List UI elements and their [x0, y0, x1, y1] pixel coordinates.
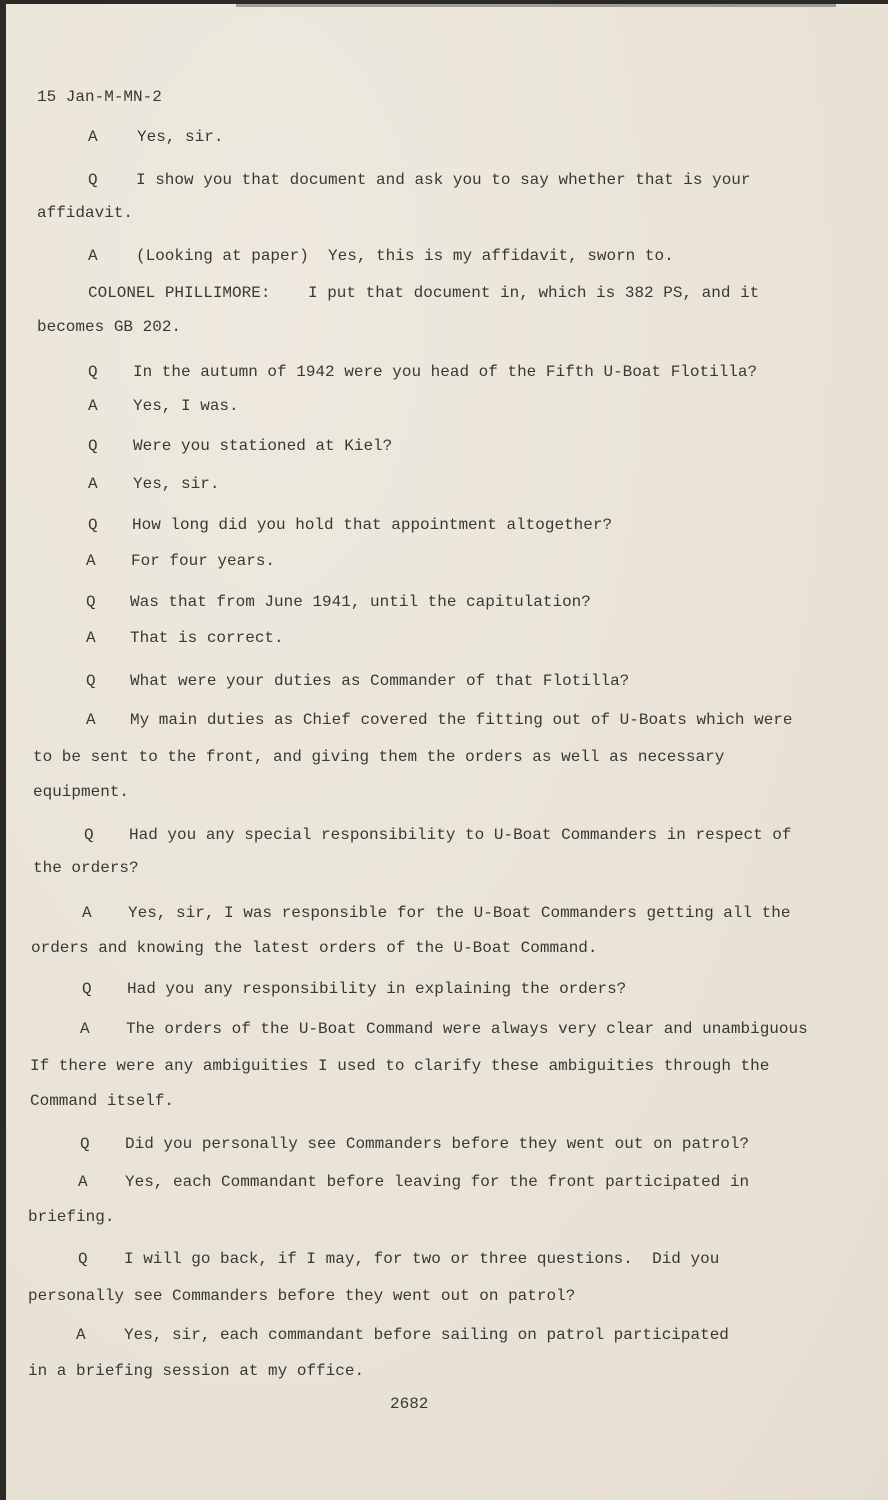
transcript-line: For four years. [131, 552, 276, 570]
transcript-line: I put that document in, which is 382 PS, and it [308, 284, 760, 302]
transcript-line: Yes, sir, each commandant before sailing on patrol participated [124, 1326, 729, 1344]
document-header: 15 Jan-M-MN-2 [37, 88, 162, 106]
qa-marker: Q [80, 1135, 90, 1153]
transcript-line: I will go back, if I may, for two or three questions. Did you [124, 1250, 720, 1268]
transcript-line: In the autumn of 1942 were you head of the Fifth U-Boat Flotilla? [133, 363, 758, 381]
transcript-line-continuation: orders and knowing the latest orders of the U-Boat Command. [31, 939, 598, 957]
transcript-line-continuation: Command itself. [30, 1092, 175, 1110]
transcript-line: Was that from June 1941, until the capitulation? [130, 593, 591, 611]
transcript-line: Had you any responsibility in explaining the orders? [127, 980, 627, 998]
qa-marker: A [86, 629, 96, 647]
transcript-line: Yes, sir. [133, 475, 220, 493]
transcript-line-continuation: becomes GB 202. [37, 318, 182, 336]
transcript-line-continuation: the orders? [33, 859, 139, 877]
qa-marker: Q [78, 1250, 88, 1268]
transcript-line: Did you personally see Commanders before they went out on patrol? [125, 1135, 750, 1153]
transcript-line-continuation: If there were any ambiguities I used to clarify these ambiguities through the [30, 1057, 770, 1075]
transcript-line: My main duties as Chief covered the fitting out of U-Boats which were [130, 711, 793, 729]
transcript-line: The orders of the U-Boat Command were always very clear and unambiguous [126, 1020, 808, 1038]
transcript-line-continuation: equipment. [33, 783, 130, 801]
qa-marker: A [86, 552, 96, 570]
transcript-line: Yes, sir, I was responsible for the U-Boat Commanders getting all the [128, 904, 791, 922]
transcript-line: Yes, each Commandant before leaving for the front participated in [125, 1173, 750, 1191]
qa-marker: Q [84, 826, 94, 844]
qa-marker: A [78, 1173, 88, 1191]
transcript-line-continuation: briefing. [28, 1208, 115, 1226]
qa-marker: A [88, 475, 98, 493]
qa-marker: Q [82, 980, 92, 998]
qa-marker: A [88, 128, 98, 146]
transcript-line-continuation: affidavit. [37, 204, 134, 222]
transcript-line: Yes, sir. [137, 128, 224, 146]
transcript-line: What were your duties as Commander of that Flotilla? [130, 672, 630, 690]
transcript-line: I show you that document and ask you to say whether that is your [136, 171, 751, 189]
transcript-line-continuation: in a briefing session at my office. [28, 1362, 365, 1380]
qa-marker: A [82, 904, 92, 922]
page-number: 2682 [390, 1395, 429, 1413]
page-top-edge [236, 4, 836, 7]
qa-marker: A [76, 1326, 86, 1344]
qa-marker: Q [88, 171, 98, 189]
qa-marker: Q [86, 672, 96, 690]
speaker-label: COLONEL PHILLIMORE: [88, 284, 271, 302]
qa-marker: Q [86, 593, 96, 611]
qa-marker: A [86, 711, 96, 729]
transcript-line: Had you any special responsibility to U-Boat Commanders in respect of [129, 826, 792, 844]
document-page [6, 4, 888, 1500]
transcript-line-continuation: to be sent to the front, and giving them the orders as well as necessary [33, 748, 725, 766]
transcript-line: That is correct. [130, 629, 284, 647]
transcript-line: Yes, I was. [133, 397, 239, 415]
qa-marker: A [80, 1020, 90, 1038]
transcript-line: Were you stationed at Kiel? [133, 437, 393, 455]
qa-marker: A [88, 247, 98, 265]
transcript-line: (Looking at paper) Yes, this is my affidavit, sworn to. [136, 247, 674, 265]
qa-marker: Q [88, 437, 98, 455]
qa-marker: Q [88, 516, 98, 534]
qa-marker: Q [88, 363, 98, 381]
transcript-line-continuation: personally see Commanders before they went out on patrol? [28, 1287, 576, 1305]
qa-marker: A [88, 397, 98, 415]
transcript-line: How long did you hold that appointment altogether? [132, 516, 613, 534]
